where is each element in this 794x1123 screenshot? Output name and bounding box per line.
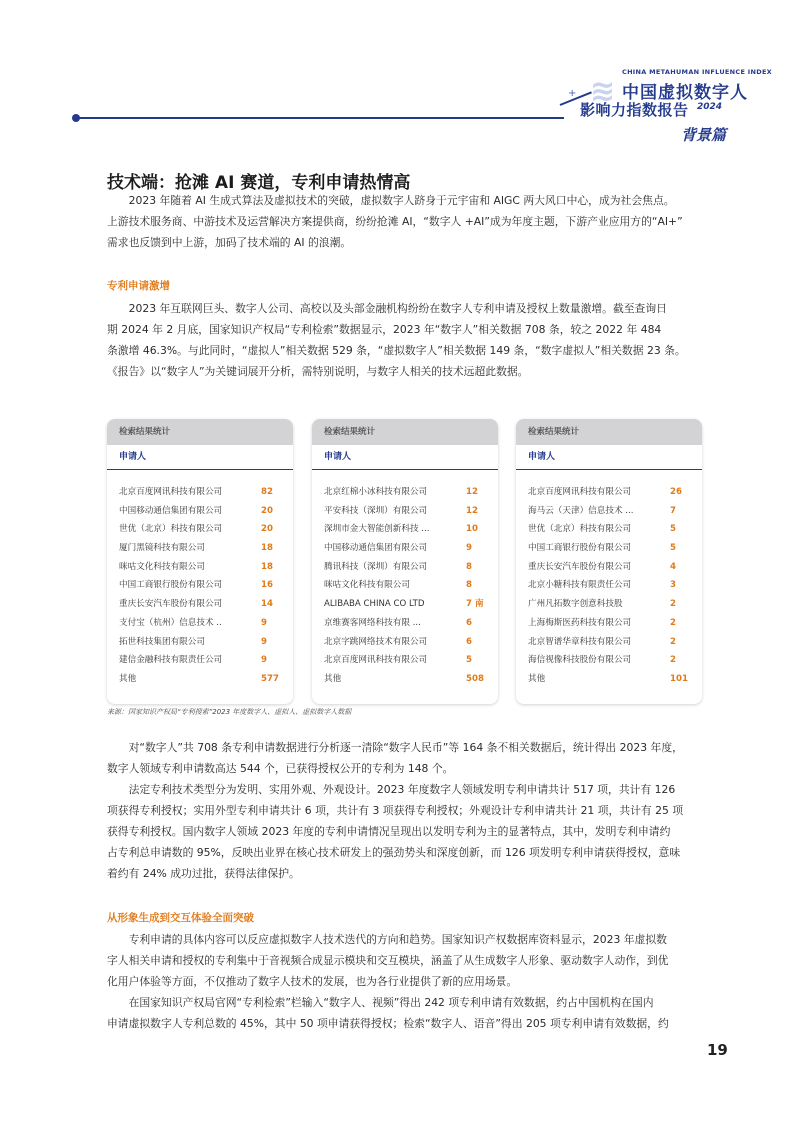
- text-line: 申请虚拟数字人专利总数的 45%，其中 50 项申请获得授权；检索“数字人、语音”得出 205 项专利申请有效数据，约: [107, 1017, 669, 1030]
- table-row: [324, 633, 492, 652]
- applicant-name: 其他: [119, 673, 137, 684]
- table-row: [324, 595, 492, 614]
- subheading-breakthrough: 从形象生成到交互体验全面突破: [107, 912, 254, 924]
- applicant-count: 2: [670, 655, 676, 666]
- table-row: [528, 576, 696, 595]
- applicant-count: 16: [261, 580, 273, 591]
- applicant-count: 6: [466, 617, 472, 628]
- table-row: [324, 614, 492, 633]
- applicant-count: 577: [261, 673, 279, 684]
- table-row: [119, 520, 287, 539]
- table-row: [324, 576, 492, 595]
- table-row: [528, 633, 696, 652]
- text-line: 字人相关申请和授权的专利集中于音视频合成显示模块和交互模块，涵盖了从生成数字人形象、驱动数字人动作，到优: [107, 954, 669, 967]
- table-row: [528, 502, 696, 521]
- applicant-name: 北京智谱华章科技有限公司: [528, 636, 632, 647]
- text-line: 占专利总申请数的 95%，反映出业界在核心技术研发上的强劲势头和深度创新，而 126 项发明专利申请获得授权，意味: [107, 846, 681, 859]
- stats-table-3: [516, 419, 702, 704]
- table-rows: [528, 483, 696, 689]
- text-line: 着约有 24% 成功过批，获得法律保护。: [107, 867, 300, 880]
- table-row: [528, 558, 696, 577]
- text-line: 《报告》以“数字人”为关键词展开分析，需特别说明，与数字人相关的技术远超此数据。: [107, 365, 529, 378]
- text-line: 获得专利授权。国内数字人领域 2023 年度的专利申请情况呈现出以发明专利为主的显著特点，其中，发明专利申请约: [107, 825, 671, 838]
- text-line: 2023 年随着 AI 生成式算法及虚拟技术的突破，虚拟数字人跻身于元宇宙和 AIGC 两大风口中心，成为社会焦点。: [128, 194, 675, 207]
- applicant-name: 平安科技（深圳）有限公司: [324, 505, 428, 516]
- applicant-name: 深圳市金大智能创新科技 ...: [324, 524, 430, 535]
- applicant-count: 7 南: [466, 599, 484, 610]
- table-row: [324, 483, 492, 502]
- table-row: [528, 651, 696, 670]
- applicant-count: 12: [466, 487, 478, 497]
- applicant-name: 北京红棉小冰科技有限公司: [324, 487, 428, 497]
- table-row: [528, 520, 696, 539]
- applicant-count: 10: [466, 524, 478, 535]
- applicant-name: ALIBABA CHINA CO LTD: [324, 599, 425, 610]
- applicant-count: 5: [466, 655, 472, 666]
- source-note: 来源：国家知识产权局“专利搜索”2023 年度数字人、虚拟人、虚拟数字人数据: [107, 708, 352, 716]
- table-column-label: 申请人: [312, 445, 498, 470]
- table-row: [324, 651, 492, 670]
- applicant-count: 101: [670, 673, 688, 684]
- applicant-name: 厦门黑镜科技有限公司: [119, 543, 205, 554]
- applicant-name: 北京小糖科技有限责任公司: [528, 580, 632, 591]
- trend-paragraph: [107, 929, 698, 992]
- page-number: 19: [707, 1041, 728, 1059]
- text-line: 化用户体验等方面，不仅推动了数字人技术的发展，也为各行业提供了新的应用场景。: [107, 975, 518, 988]
- table-row: [324, 539, 492, 558]
- applicant-count: 14: [261, 599, 273, 610]
- analysis-paragraph: [107, 737, 698, 779]
- header-english-title: CHINA METAHUMAN INFLUENCE INDEX: [622, 68, 772, 76]
- table-column-label: 申请人: [107, 445, 293, 470]
- text-line: 需求也反馈到中上游，加码了技术端的 AI 的浪潮。: [107, 236, 352, 249]
- applicant-count: 20: [261, 505, 273, 516]
- table-column-label: 申请人: [516, 445, 702, 470]
- applicant-name: 北京百度网讯科技有限公司: [119, 487, 223, 497]
- intro-paragraph: [107, 190, 698, 253]
- table-row: [119, 539, 287, 558]
- applicant-count: 12: [466, 505, 478, 516]
- table-rows: [119, 483, 287, 689]
- table-row: [324, 670, 492, 689]
- table-row: [528, 483, 696, 502]
- table-row: [528, 614, 696, 633]
- text-line: 法定专利技术类型分为发明、实用外观、外观设计。2023 年度数字人领域发明专利申请共计 517 项，共计有 126: [128, 783, 676, 796]
- table-row: [528, 539, 696, 558]
- table-row: [324, 502, 492, 521]
- applicant-name: 中国工商银行股份有限公司: [119, 580, 223, 591]
- table-header: 检索结果统计: [516, 419, 702, 445]
- table-row: [119, 614, 287, 633]
- text-line: 2023 年互联网巨头、数字人公司、高校以及头部金融机构纷纷在数字人专利申请及授权上数量激增。截至查询日: [128, 302, 667, 315]
- applicant-name: 上海梅斯医药科技有限公司: [528, 617, 632, 628]
- applicant-count: 7: [670, 505, 676, 516]
- table-row: [119, 633, 287, 652]
- applicant-name: 支付宝（杭州）信息技术 ..: [119, 617, 222, 628]
- header-year: 2024: [697, 102, 723, 112]
- applicant-count: 20: [261, 524, 273, 535]
- applicant-count: 18: [261, 561, 273, 572]
- table-rows: [324, 483, 492, 689]
- table-row: [119, 651, 287, 670]
- applicant-count: 6: [466, 636, 472, 647]
- patent-surge-paragraph: [107, 298, 698, 382]
- applicant-count: 4: [670, 561, 676, 572]
- applicant-count: 2: [670, 599, 676, 610]
- applicant-name: 咪咕文化科技有限公司: [119, 561, 205, 572]
- applicant-count: 2: [670, 636, 676, 647]
- applicant-name: 海马云（天津）信息技术 ...: [528, 505, 634, 516]
- header-title-line2: 影响力指数报告: [580, 101, 689, 119]
- applicant-name: 广州凡拓数字创意科技股: [528, 599, 623, 610]
- applicant-name: 拓世科技集团有限公司: [119, 636, 205, 647]
- applicant-count: 82: [261, 487, 273, 497]
- table-row: [324, 520, 492, 539]
- applicant-name: 重庆长安汽车股份有限公司: [528, 561, 632, 572]
- applicant-name: 北京百度网讯科技有限公司: [324, 655, 428, 666]
- text-line: 对“数字人”共 708 条专利申请数据进行分析逐一清除“数字人民币”等 164 条不相关数据后，统计得出 2023 年度，: [128, 741, 683, 754]
- table-row: [119, 576, 287, 595]
- text-line: 期 2024 年 2 月底，国家知识产权局“专利检索”数据显示，2023 年“数字人”相关数据 708 条，较之 2022 年 484: [107, 323, 662, 336]
- applicant-name: 重庆长安汽车股份有限公司: [119, 599, 223, 610]
- applicant-name: 京维赛客网络科技有限 ...: [324, 617, 421, 628]
- text-line: 数字人领域专利申请数高达 544 个，已获得授权公开的专利为 148 个。: [107, 762, 454, 775]
- table-row: [528, 670, 696, 689]
- applicant-name: 建信金融科技有限责任公司: [119, 655, 223, 666]
- applicant-name: 咪咕文化科技有限公司: [324, 580, 410, 591]
- applicant-count: 9: [261, 636, 267, 647]
- applicant-name: 世优（北京）科技有限公司: [119, 524, 223, 535]
- table-row: [528, 595, 696, 614]
- subheading-patent-surge: 专利申请激增: [107, 280, 170, 292]
- applicant-count: 26: [670, 487, 682, 497]
- table-row: [119, 558, 287, 577]
- applicant-name: 中国移动通信集团有限公司: [119, 505, 223, 516]
- applicant-name: 北京百度网讯科技有限公司: [528, 487, 632, 497]
- text-line: 专利申请的具体内容可以反应虚拟数字人技术迭代的方向和趋势。国家知识产权数据库资料显示，2023 年虚拟数: [128, 933, 667, 946]
- text-line: 在国家知识产权局官网“专利检索”栏输入“数字人、视频”得出 242 项专利申请有效数据，约占中国机构在国内: [128, 996, 654, 1009]
- table-row: [324, 558, 492, 577]
- applicant-name: 腾讯科技（深圳）有限公司: [324, 561, 428, 572]
- header-rule: [75, 117, 564, 119]
- section-label: 背景篇: [681, 126, 727, 144]
- patent-types-paragraph: [107, 779, 698, 884]
- stats-table-1: [107, 419, 293, 704]
- applicant-count: 18: [261, 543, 273, 554]
- applicant-count: 8: [466, 580, 472, 591]
- text-line: 项获得专利授权；实用外型专利申请共计 6 项，共计有 3 项获得专利授权；外观设计专利申请共计 21 项，共计有 25 项: [107, 804, 684, 817]
- applicant-name: 其他: [528, 673, 546, 684]
- header-title-line1: 中国虚拟数字人: [622, 83, 748, 103]
- applicant-count: 3: [670, 580, 676, 591]
- applicant-name: 海信视像科技股份有限公司: [528, 655, 632, 666]
- applicant-count: 2: [670, 617, 676, 628]
- section-title: 技术端：抢滩 AI 赛道，专利申请热情高: [107, 173, 411, 193]
- table-row: [119, 670, 287, 689]
- text-line: 条激增 46.3%。与此同时，“虚拟人”相关数据 529 条，“虚拟数字人”相关数据 149 条，“数字虚拟人”相关数据 23 条。: [107, 344, 686, 357]
- applicant-count: 5: [670, 524, 676, 535]
- header-watermark-logo: ≋: [590, 74, 616, 109]
- applicant-name: 世优（北京）科技有限公司: [528, 524, 632, 535]
- stats-table-2: [312, 419, 498, 704]
- applicant-name: 其他: [324, 673, 342, 684]
- applicant-name: 中国移动通信集团有限公司: [324, 543, 428, 554]
- table-row: [119, 483, 287, 502]
- text-line: 上游技术服务商、中游技术及运营解决方案提供商，纷纷抢滩 AI，“数字人 +AI”成为年度主题，下游产业应用方的“AI+”: [107, 215, 683, 228]
- applicant-count: 9: [466, 543, 472, 554]
- applicant-name: 北京字跳网络技术有限公司: [324, 636, 428, 647]
- search-paragraph: [107, 992, 698, 1034]
- table-header: 检索结果统计: [312, 419, 498, 445]
- applicant-count: 8: [466, 561, 472, 572]
- table-header: 检索结果统计: [107, 419, 293, 445]
- applicant-count: 9: [261, 655, 267, 666]
- plus-decoration-icon: +: [568, 88, 577, 99]
- table-row: [119, 502, 287, 521]
- applicant-count: 9: [261, 617, 267, 628]
- applicant-count: 508: [466, 673, 484, 684]
- applicant-count: 5: [670, 543, 676, 554]
- table-row: [119, 595, 287, 614]
- applicant-name: 中国工商银行股份有限公司: [528, 543, 632, 554]
